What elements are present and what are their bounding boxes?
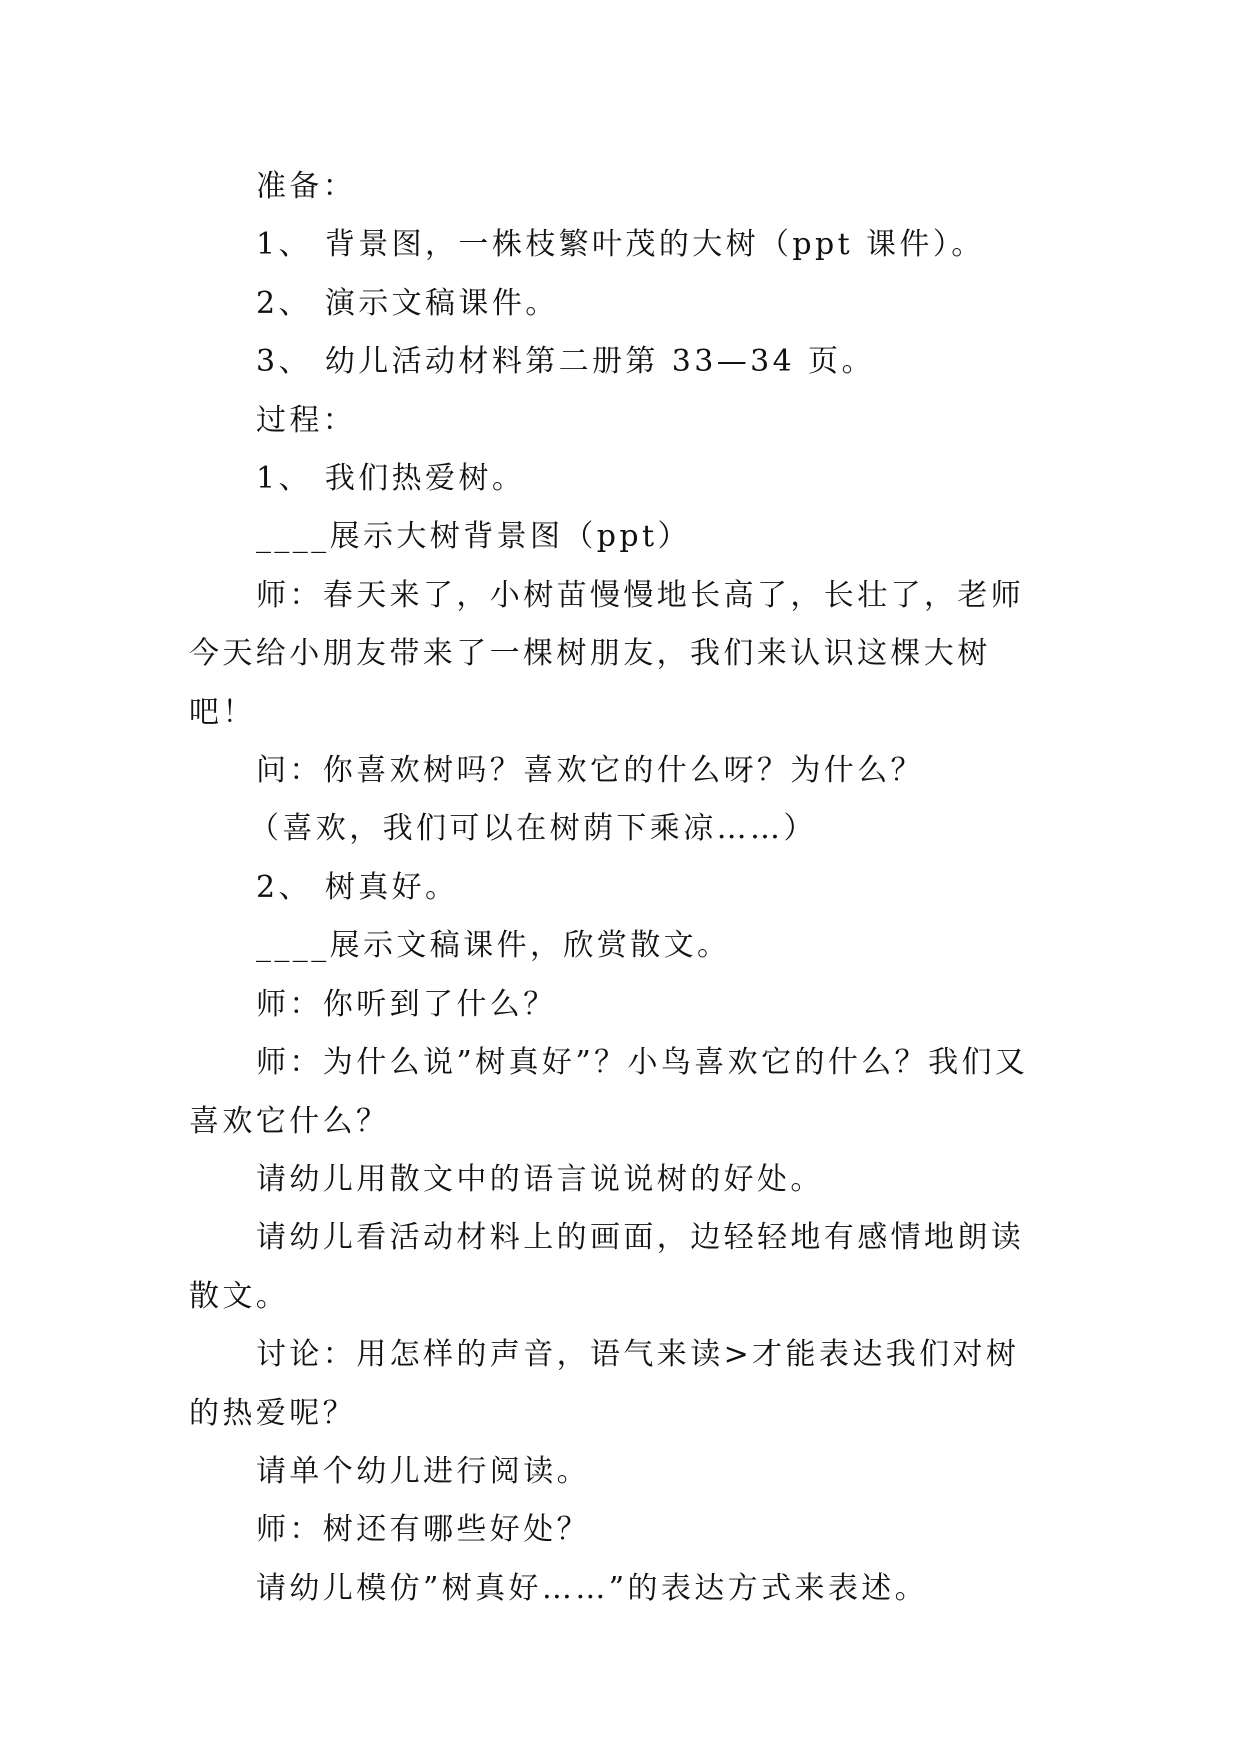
paragraph-process-step-1: 1、 我们热爱树。 (256, 461, 526, 497)
paragraph-discussion: 讨论：用怎样的声音，语气来读>才能表达我们对树的热爱呢？ (189, 1337, 1020, 1431)
document-body (189, 158, 1049, 1618)
paragraph-process-heading: 过程： (256, 402, 357, 438)
paragraph-read-aloud: 请幼儿看活动材料上的画面，边轻轻地有感情地朗读散文。 (189, 1220, 1025, 1314)
paragraph-show-background: ____展示大树背景图（ppt） (256, 519, 691, 555)
paragraph-preparation-item-1: 1、 背景图，一株枝繁叶茂的大树（ppt 课件）。 (256, 227, 985, 263)
paragraph-individual-reading: 请单个幼儿进行阅读。 (256, 1453, 590, 1489)
paragraph-preparation-item-2: 2、 演示文稿课件。 (256, 285, 559, 321)
paragraph-preparation-heading: 准备： (256, 169, 357, 204)
paragraph-teacher-question-3: 师：树还有哪些好处？ (256, 1512, 590, 1548)
paragraph-question: 问：你喜欢树吗？喜欢它的什么呀？为什么？ (256, 753, 924, 789)
paragraph-retell-benefits: 请幼儿用散文中的语言说说树的好处。 (256, 1161, 824, 1197)
paragraph-show-slides: ____展示文稿课件，欣赏散文。 (256, 928, 731, 964)
paragraph-preparation-item-3: 3、 幼儿活动材料第二册第 33—34 页。 (256, 344, 875, 380)
paragraph-answer-example: （喜欢，我们可以在树荫下乘凉……） (249, 811, 817, 847)
paragraph-teacher-question-1: 师：你听到了什么？ (256, 986, 557, 1022)
paragraph-teacher-intro: 师：春天来了，小树苗慢慢地长高了，长壮了，老师今天给小朋友带来了一棵树朋友，我们来认识这棵大树吧！ (189, 577, 1025, 730)
paragraph-imitation: 请幼儿模仿”树真好……”的表达方式来表述。 (256, 1570, 929, 1606)
paragraph-process-step-2: 2、 树真好。 (256, 869, 459, 905)
paragraph-teacher-question-2: 师：为什么说”树真好”？小鸟喜欢它的什么？我们又喜欢它什么？ (189, 1045, 1029, 1139)
